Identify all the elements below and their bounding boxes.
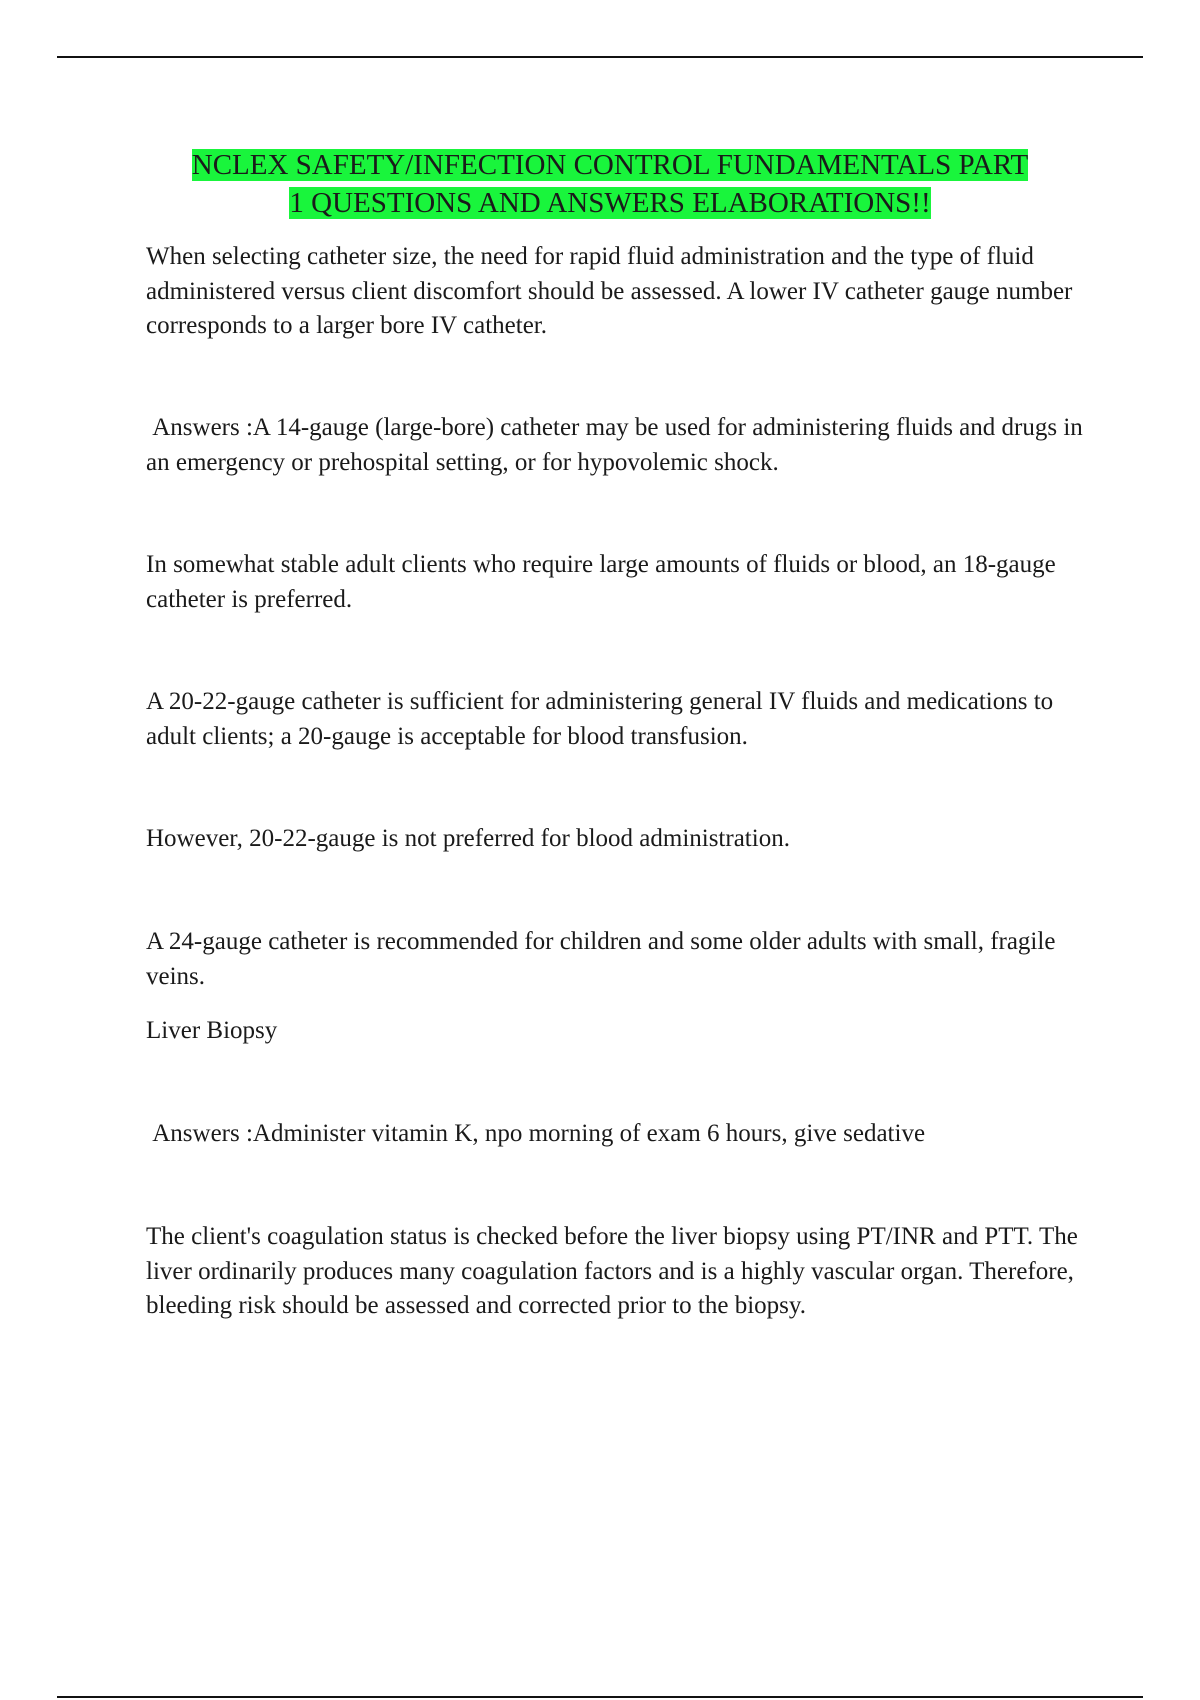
title-line-1: NCLEX SAFETY/INFECTION CONTROL FUNDAMENTALS PART [191,149,1029,181]
document-title [130,146,1090,222]
paragraph-20-22-gauge: A 20-22-gauge catheter is sufficient for administering general IV fluids and medications to adult clients; a 20-gauge is acceptable for blood transfusion. [146,688,1060,750]
paragraph-18-gauge: In somewhat stable adult clients who require large amounts of fluids or blood, an 18-gauge catheter is preferred. [146,551,1062,613]
paragraph-liver-biopsy-heading: Liver Biopsy [146,1017,278,1044]
paragraph-24-gauge: A 24-gauge catheter is recommended for children and some older adults with small, fragile veins. [146,928,1062,990]
title-line-2: 1 QUESTIONS AND ANSWERS ELABORATIONS!! [289,187,931,219]
paragraph-20-22-not-preferred: However, 20-22-gauge is not preferred for blood administration. [146,825,790,852]
header-rule [57,56,1143,58]
footer-rule [57,1696,1143,1698]
paragraph-catheter-size: When selecting catheter size, the need for rapid fluid administration and the type of fluid administered versus client discomfort should be assessed. A lower IV catheter gauge number corresponds to a larger bore IV catheter. [146,243,1079,339]
paragraph-answer-liver-biopsy: Answers :Administer vitamin K, npo morning of exam 6 hours, give sedative [146,1120,926,1147]
paragraph-coagulation-status: The client's coagulation status is checked before the liver biopsy using PT/INR and PTT. The liver ordinarily produces many coagulation factors and is a highly vascular organ. Therefore, bleeding risk should be assessed and corrected prior to the biopsy. [146,1223,1085,1319]
paragraph-answer-14-gauge: Answers :A 14-gauge (large-bore) catheter may be used for administering fluids and drugs in an emergency or prehospital setting, or for hypovolemic shock. [146,414,1090,476]
